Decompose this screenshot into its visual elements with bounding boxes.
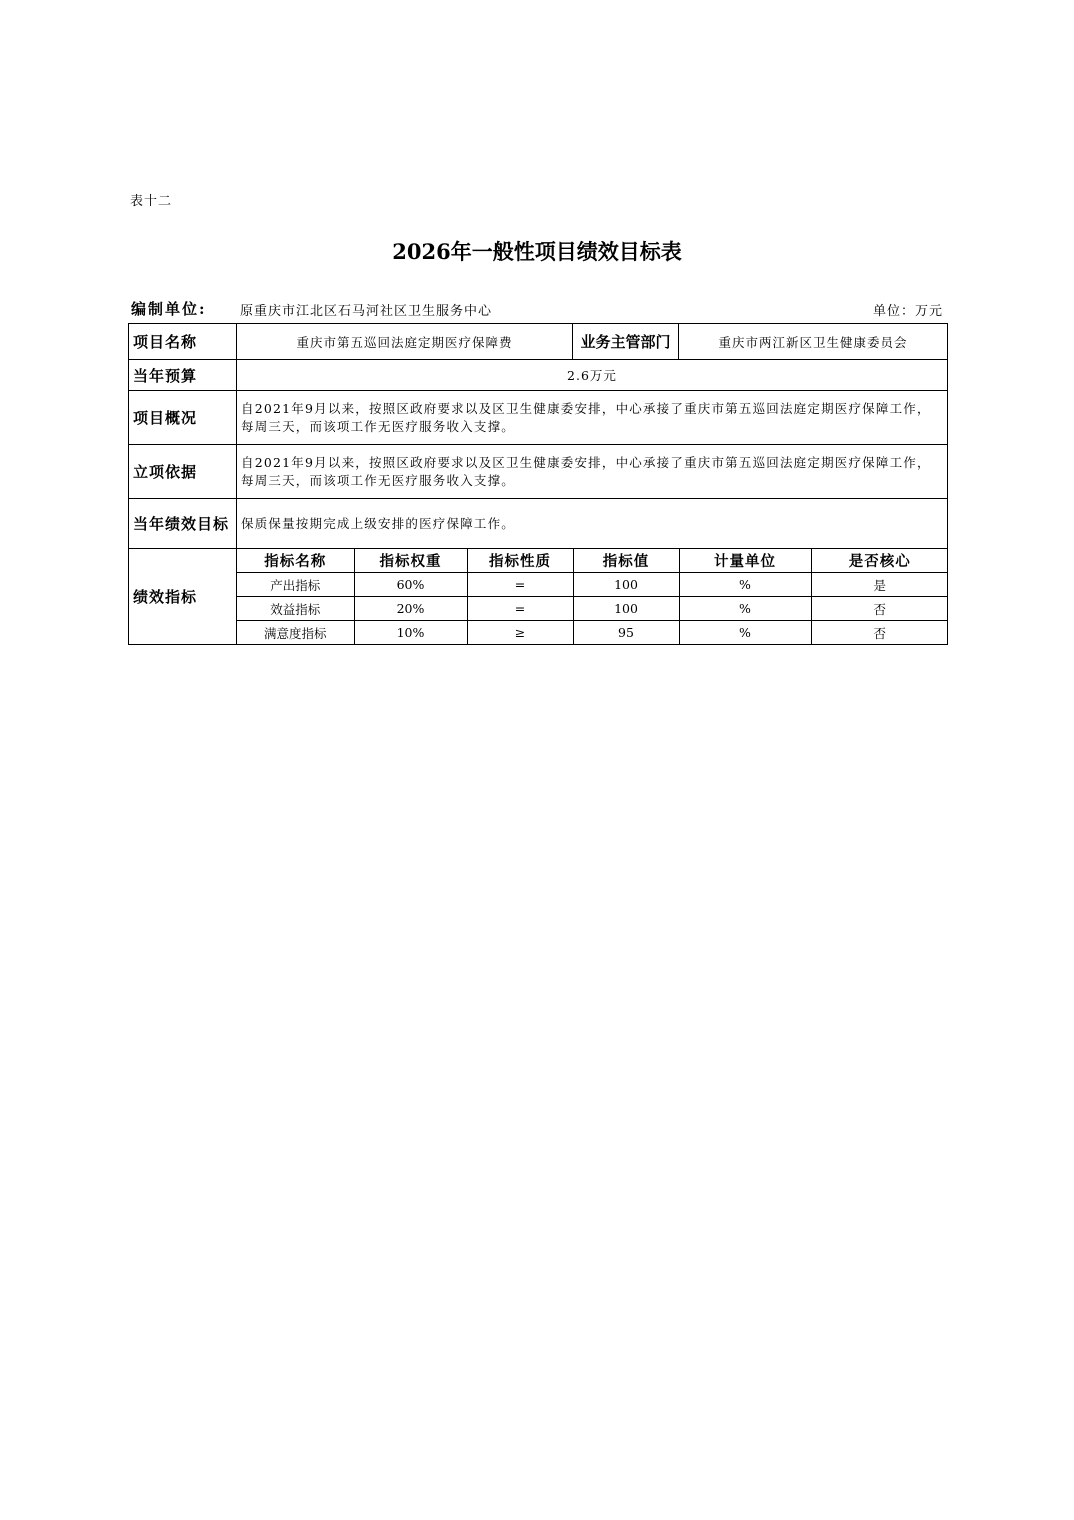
overview-value: 自2021年9月以来，按照区政府要求以及区卫生健康委安排，中心承接了重庆市第五巡回法庭定期医疗保障工作，每周三天，而该项工作无医疗服务收入支撑。 [237,391,948,445]
indicator-unit: % [679,573,811,597]
table-number: 表十二 [130,194,173,209]
basis-label: 立项依据 [129,445,237,499]
budget-row [129,360,948,391]
indicator-core: 否 [811,621,948,645]
col-header-value: 指标值 [573,549,679,573]
goal-label: 当年绩效目标 [129,499,237,549]
project-name-row [129,324,948,360]
indicator-name: 效益指标 [237,597,354,621]
col-header-weight: 指标权重 [354,549,467,573]
budget-value: 2.6万元 [237,360,948,391]
indicator-value: 100 [573,573,679,597]
performance-table [128,323,948,645]
table-row [237,573,948,597]
overview-label: 项目概况 [129,391,237,445]
basis-value: 自2021年9月以来，按照区政府要求以及区卫生健康委安排，中心承接了重庆市第五巡回法庭定期医疗保障工作，每周三天，而该项工作无医疗服务收入支撑。 [237,445,948,499]
indicator-weight: 10% [354,621,467,645]
goal-row [129,499,948,549]
project-name-label: 项目名称 [129,324,237,360]
indicator-value: 95 [573,621,679,645]
org-value: 原重庆市江北区石马河社区卫生服务中心 [240,304,493,319]
org-label: 编制单位: [131,300,207,318]
indicator-weight: 20% [354,597,467,621]
indicator-value: 100 [573,597,679,621]
indicator-core: 是 [811,573,948,597]
dept-value: 重庆市两江新区卫生健康委员会 [679,324,948,360]
page-title: 2026年一般性项目绩效目标表 [392,239,682,264]
project-name-value: 重庆市第五巡回法庭定期医疗保障费 [237,324,573,360]
indicator-nature: ≥ [467,621,573,645]
table-row [237,621,948,645]
unit-label: 单位：万元 [872,304,943,319]
table-row [237,597,948,621]
col-header-unit: 计量单位 [679,549,811,573]
indicator-name: 满意度指标 [237,621,354,645]
indicator-core: 否 [811,597,948,621]
dept-label: 业务主管部门 [573,324,679,360]
col-header-nature: 指标性质 [467,549,573,573]
indicator-name: 产出指标 [237,573,354,597]
indicator-nature: = [467,573,573,597]
indicators-table [237,549,948,644]
indicators-cell [237,549,948,645]
indicator-nature: = [467,597,573,621]
col-header-core: 是否核心 [811,549,948,573]
indicator-weight: 60% [354,573,467,597]
indicator-unit: % [679,621,811,645]
basis-row [129,445,948,499]
indicator-unit: % [679,597,811,621]
col-header-name: 指标名称 [237,549,354,573]
overview-row [129,391,948,445]
indicators-header-row [237,549,948,573]
indicators-label: 绩效指标 [129,549,237,645]
budget-label: 当年预算 [129,360,237,391]
goal-value: 保质保量按期完成上级安排的医疗保障工作。 [237,499,948,549]
indicators-row [129,549,948,645]
